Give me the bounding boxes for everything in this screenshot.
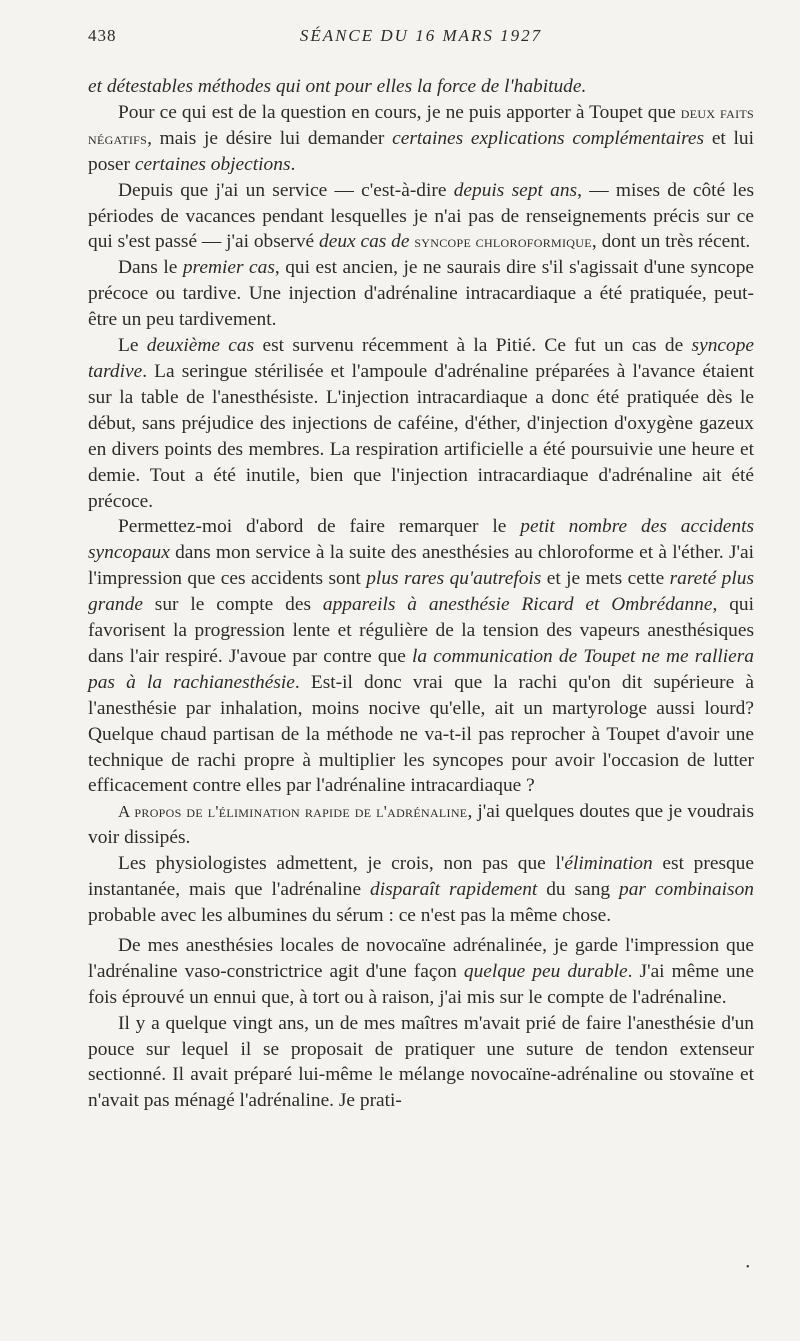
text-run: du sang [537,879,620,901]
text-run: est survenu récemment à la Pitié. Ce fut un cas de [254,335,692,357]
small-caps-text: syncope chloroformique [414,232,592,252]
printer-mark: • [746,1262,750,1273]
italic-text: depuis sept ans [453,179,578,201]
italic-text: quelque peu durable [463,960,628,982]
article-body [88,74,754,1114]
text-run: De mes anesthésies locales de novocaïne adrénalinée, je garde l'impression que l'adrénaline vaso-constrictrice agit d'une façon [88,934,754,982]
italic-text: appareils à anesthésie Ricard et Ombrédanne [322,594,713,616]
paragraph-3 [88,178,754,256]
italic-text: disparaît rapidement [370,879,538,901]
text-run: . [290,153,296,175]
italic-text: rareté plus grande [88,568,754,616]
text-run: est presque instantanée, mais que l'adrénaline [88,853,754,901]
italic-text: élimination [564,853,653,875]
italic-text: deux cas de [319,231,410,253]
text-run: , dont un très récent. [591,231,751,253]
small-caps-text: A propos de l'élimination rapide de l'adrénaline [118,802,468,822]
text-run: Depuis que j'ai un service — c'est-à-dire [118,179,454,201]
paragraph-4 [88,255,754,333]
text-run: Dans le [118,257,183,279]
paragraph-2 [88,100,754,178]
paragraph-9 [88,933,754,1011]
paragraph-5 [88,333,754,514]
paragraph-7 [88,799,754,851]
text-run: Le [118,335,147,357]
italic-text: certaines explications complémentaires [392,127,705,149]
text-run: . J'ai même une fois éprouvé un ennui que, à tort ou à raison, j'ai mis sur le compte de l'adrénaline. [88,960,754,1008]
italic-text: premier cas [182,257,275,279]
text-run: Permettez-moi d'abord de faire remarquer le [118,516,521,538]
text-run: sur le compte des [142,594,323,616]
text-run: Il y a quelque vingt ans, un de mes maîtres m'avait prié de faire l'anesthésie d'un pouce sur lequel il se proposait de pratiquer une suture de tendon extenseur sectionné. Il avait préparé lui-même le mélange novocaïne-adrénaline ou stovaïne et n'avait pas ménagé l'adrénaline. Je prati- [88,1012,754,1112]
paragraph-10 [88,1011,754,1115]
paragraph-8 [88,851,754,929]
text-run: , qui favorisent la progression lente et régulière de la tension des vapeurs anesthésiques dans l'air respiré. J'avoue par contre que [88,594,754,667]
italic-text: deuxième cas [146,335,255,357]
running-title: SÉANCE DU 16 MARS 1927 [299,26,543,45]
italic-text: petit nombre des accidents syncopaux [88,516,754,564]
paragraph-6 [88,514,754,799]
italic-text: par combinaison [619,879,754,901]
italic-text: syncope tardive [88,335,754,382]
italic-text: plus rares qu'autrefois [366,568,542,590]
text-run: Pour ce qui est de la question en cours, je ne puis apporter à Toupet que [118,101,681,123]
page-number: 438 [88,26,117,45]
text-run: . Est-il donc vrai que la rachi qu'on dit supérieure à l'anesthésie par inhalation, moins nocive qu'elle, ait un martyrologe aussi lourd? Quelque chaud partisan de la méthode ne va-t-il pas reprocher à Toupet d'avoir une technique de rachi propre à multiplier les syncopes pour avoir l'occasion de lutter efficacement contre elles par l'adrénaline intracardiaque ? [88,671,754,797]
text-run: Les physiologistes admettent, je crois, non pas que l' [118,853,565,875]
text-run: , — mises de côté les périodes de vacances pendant lesquelles je n'ai pas de renseignements précis sur ce qui s'est passé — j'ai observé [88,179,754,253]
paragraph-1 [88,74,754,100]
italic-text: la communication de Toupet ne me ralliera pas à la rachianesthésie [88,645,754,693]
text-run: , mais je désire lui demander [147,127,393,149]
italic-text: et détestables méthodes qui ont pour elles la force de l'habitude. [88,76,587,97]
text-run: et lui poser [88,127,755,175]
text-run: . La seringue stérilisée et l'ampoule d'adrénaline préparées à l'avance étaient sur la table de l'anesthésiste. L'injection intracardiaque a donc été pratiquée dès le début, sans préjudice des injections de caféine, d'éther, d'injection d'oxygène gazeux en divers points des membres. La respiration artificielle a été poursuivie une heure et demie. Tout a été inutile, bien que l'injection intracardiaque d'adrénaline ait été précoce. [88,360,754,512]
running-header [88,26,754,52]
small-caps-text: deux faits négatifs [88,102,754,148]
text-run: et je mets cette [541,568,670,590]
text-run: dans mon service à la suite des anesthésies au chloroforme et à l'éther. J'ai l'impression que ces accidents sont [88,542,754,590]
text-run: , j'ai quelques doutes que je voudrais voir dissipés. [88,801,754,849]
italic-text: certaines objections [134,153,291,175]
text-run: probable avec les albumines du sérum : ce n'est pas la même chose. [88,905,612,926]
text-run: , qui est ancien, je ne saurais dire s'il s'agissait d'une syncope précoce ou tardive. Une injection d'adrénaline intracardiaque a été pratiquée, peut-être un peu tardivement. [88,257,754,331]
